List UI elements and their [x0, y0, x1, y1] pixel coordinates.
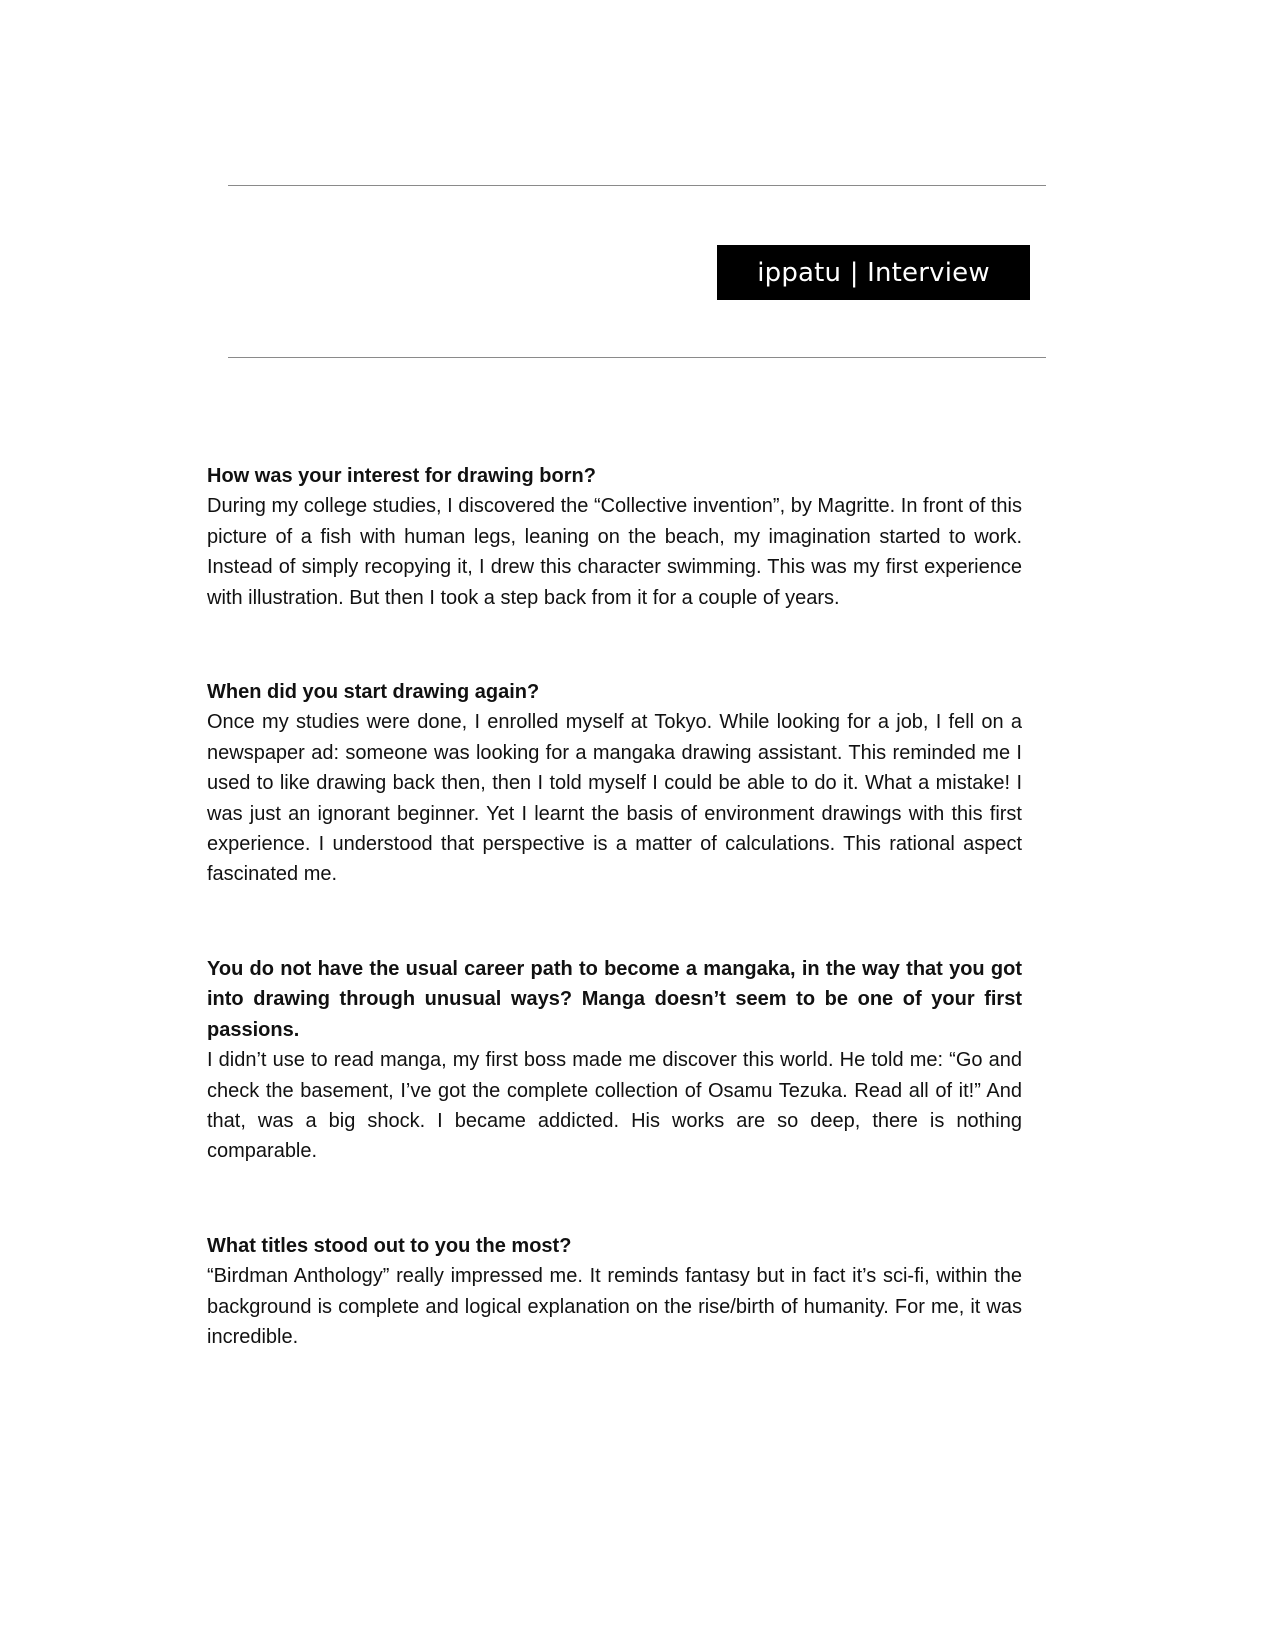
answer: I didn’t use to read manga, my first boss made me discover this world. He told me: “Go and check the basement, I’ve got the complete collection of Osamu Tezuka. Read all of it!” And that, was a big shock. I became addicted. His works are so deep, there is nothing comparable. — [207, 1049, 1022, 1163]
question: How was your interest for drawing born? — [207, 465, 596, 487]
question: You do not have the usual career path to become a mangaka, in the way that you got into drawing through unusual ways? Manga doesn’t seem to be one of your first passions. — [207, 957, 1022, 1041]
section-header-badge: ippatu | Interview — [717, 245, 1030, 300]
qa-block — [207, 954, 1022, 1167]
question: When did you start drawing again? — [207, 681, 540, 704]
answer: During my college studies, I discovered the “Collective invention”, by Magritte. In front of this picture of a fish with human legs, leaning on the beach, my imagination started to work. Instead of simply recopying it, I drew this character swimming. This was my first experience with illustration. But then I took a step back from it for a couple of years. — [207, 495, 1022, 609]
question: What titles stood out to you the most? — [207, 1234, 572, 1257]
answer: Once my studies were done, I enrolled myself at Tokyo. While looking for a job, I fell on a newspaper ad: someone was looking for a mangaka drawing assistant. This reminded me I used to like drawing back then, then I told myself I could be able to do it. What a mistake! I was just an ignorant beginner. Yet I learnt the basis of environment drawings with this first experience. I understood that perspective is a matter of calculations. This rational aspect fascinated me. — [207, 711, 1022, 886]
qa-block — [207, 461, 1022, 613]
top-divider — [228, 185, 1046, 186]
answer: “Birdman Anthology” really impressed me. It reminds fantasy but in fact it’s sci-fi, within the background is complete and logical explanation on the rise/birth of humanity. For me, it was incredible. — [207, 1265, 1022, 1348]
qa-block — [207, 677, 1022, 890]
qa-block — [207, 1231, 1022, 1353]
bottom-divider — [228, 357, 1046, 358]
interview-body — [207, 461, 1022, 1416]
